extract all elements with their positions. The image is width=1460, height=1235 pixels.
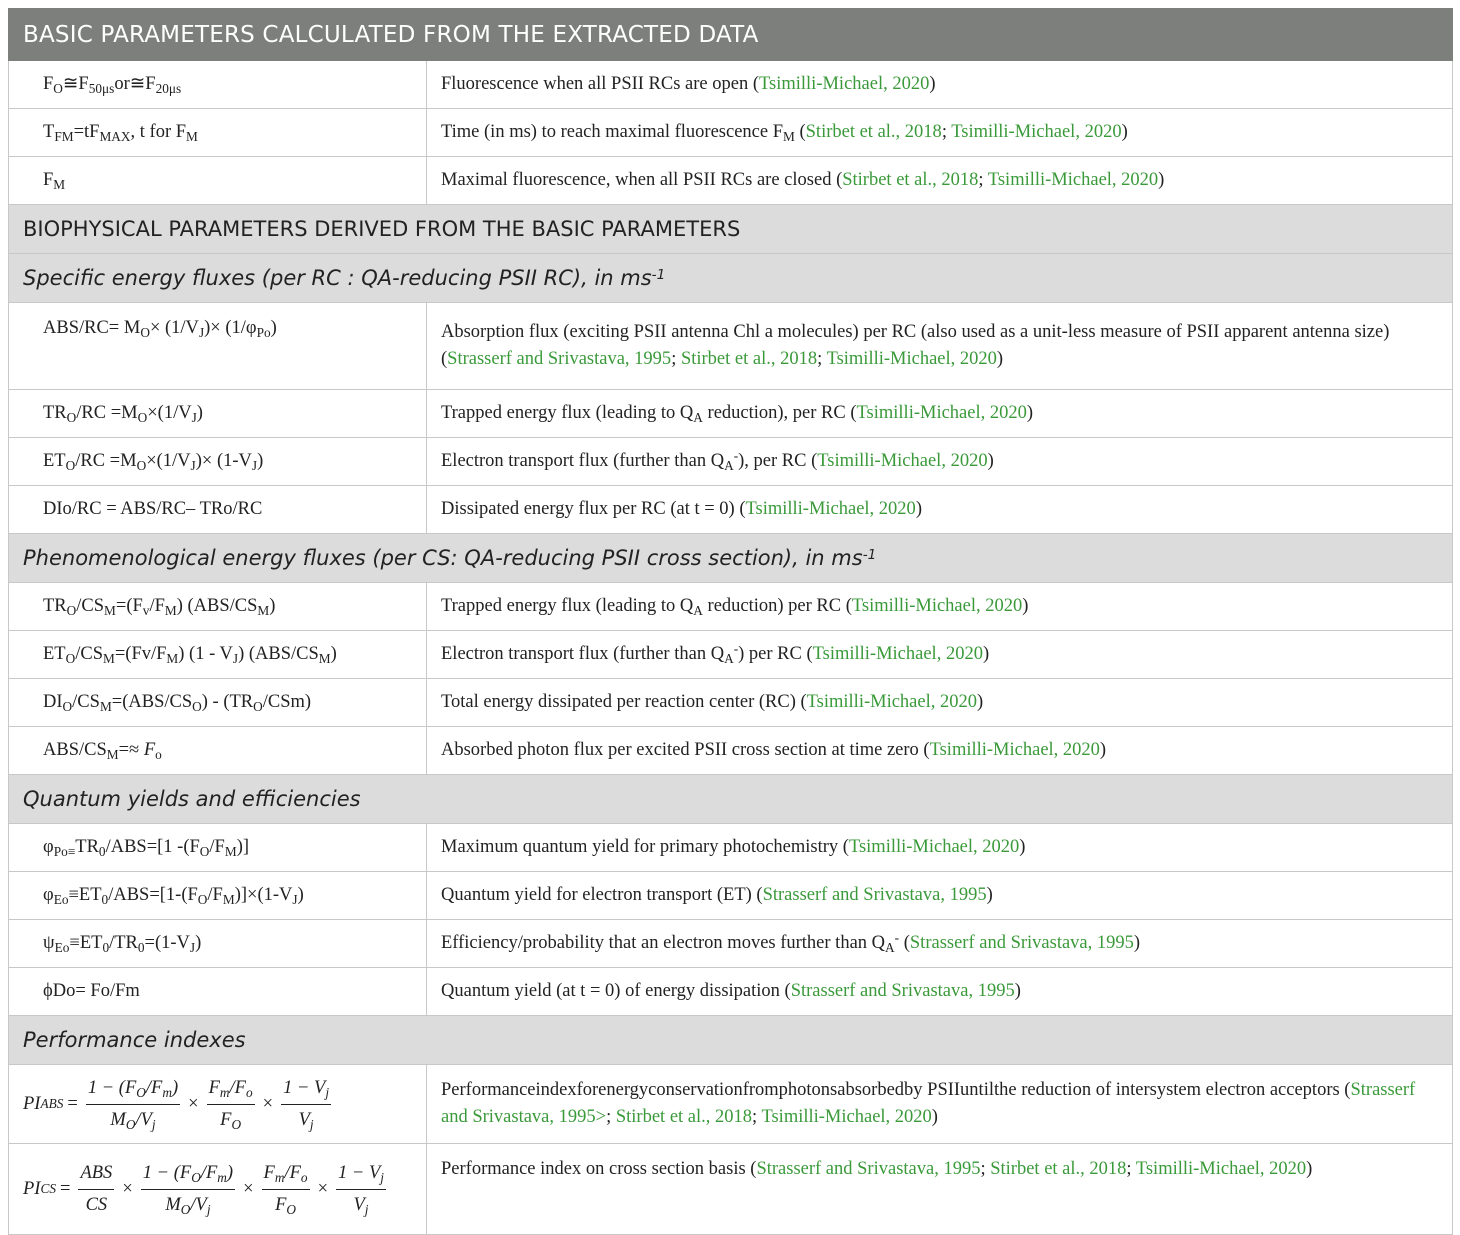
param-description: Maximal fluorescence, when all PSII RCs are closed (Stirbet et al., 2018; Tsimilli-Michael, 2020) (427, 157, 1453, 205)
citation-link[interactable]: Strasserf and Srivastava, 1995 (447, 349, 672, 369)
param-formula: $ET_O/RC =M_O\times(1/V_J)\times (1-V_J)$ (9, 438, 427, 486)
param-description: Efficiency/probability that an electron moves further than $Q_A^-$ (Strasserf and Srivastava, 1995) (427, 920, 1453, 968)
section-header-row (9, 205, 1453, 254)
table-row (9, 968, 1453, 1016)
table-row (9, 727, 1453, 775)
table-header: BASIC PARAMETERS CALCULATED FROM THE EXTRACTED DATA (9, 9, 1453, 61)
citation-link[interactable]: Tsimilli-Michael, 2020 (851, 596, 1023, 616)
param-description: Fluorescence when all PSII RCs are open (Tsimilli-Michael, 2020) (427, 61, 1453, 109)
table-row (9, 303, 1453, 390)
citation-link[interactable]: Strasserf and Srivastava, 1995> (441, 1080, 1416, 1127)
param-formula: ϕDo= Fo/Fm (9, 968, 427, 1016)
table-row (9, 679, 1453, 727)
table-row (9, 1144, 1453, 1235)
citation-link[interactable]: Stirbet et al., 2018 (842, 170, 979, 190)
table-row (9, 486, 1453, 534)
parameters-table (8, 8, 1453, 1235)
table-row (9, 438, 1453, 486)
param-formula: $DI_O/CS_M=(ABS/CS_O) - (TR_O/CSm)$ (9, 679, 427, 727)
param-formula (9, 1144, 427, 1235)
param-formula: $T_{FM}=tF_{MAX}$, t for $F_M$ (9, 109, 427, 157)
table-header-row (9, 9, 1453, 61)
table-row (9, 872, 1453, 920)
param-formula: $\varphi_{Eo}\equiv ET_0/ABS=[1-(F_O/F_M)]\times(1-V_J)$ (9, 872, 427, 920)
citation-link[interactable]: Tsimilli-Michael, 2020 (951, 122, 1122, 142)
table-row (9, 1065, 1453, 1144)
param-description: Trapped energy flux (leading to $Q_A$ reduction) per RC (Tsimilli-Michael, 2020) (427, 583, 1453, 631)
param-formula: $TR_O/CS_M=(F_v/F_M)$ $(ABS/CS_M)$ (9, 583, 427, 631)
citation-link[interactable]: Tsimilli-Michael, 2020 (826, 349, 997, 369)
section-biophysical: BIOPHYSICAL PARAMETERS DERIVED FROM THE BASIC PARAMETERS (9, 205, 1453, 254)
param-description: Maximum quantum yield for primary photochemistry (Tsimilli-Michael, 2020) (427, 824, 1453, 872)
param-description: Electron transport flux (further than $Q_A^-$) per RC (Tsimilli-Michael, 2020) (427, 631, 1453, 679)
param-formula: $F_O≅F_{50\mu s}or≅F_{20\mu s}$ (9, 61, 427, 109)
citation-link[interactable]: Tsimilli-Michael, 2020 (812, 644, 983, 664)
citation-link[interactable]: Tsimilli-Michael, 2020 (848, 837, 1020, 857)
citation-link[interactable]: Tsimilli-Michael, 2020 (929, 740, 1100, 760)
param-formula: $TR_O/RC =M_O\times(1/V_J)$ (9, 390, 427, 438)
table-row (9, 390, 1453, 438)
citation-link[interactable]: Strasserf and Srivastava, 1995 (909, 933, 1134, 953)
param-description: Electron transport flux (further than $Q_A^-$), per RC (Tsimilli-Michael, 2020) (427, 438, 1453, 486)
section-quantum-yields: Quantum yields and efficiencies (9, 775, 1453, 824)
section-performance-indexes: Performance indexes (9, 1016, 1453, 1065)
param-formula: $\psi_{Eo}\equiv ET_0/TR_0=(1-V_J)$ (9, 920, 427, 968)
section-header-row (9, 1016, 1453, 1065)
section-header-row (9, 775, 1453, 824)
param-description: Trapped energy flux (leading to $Q_A$ reduction), per RC (Tsimilli-Michael, 2020) (427, 390, 1453, 438)
param-formula: DIo/RC = ABS/RC– TRo/RC (9, 486, 427, 534)
table-row (9, 631, 1453, 679)
citation-link[interactable]: Tsimilli-Michael, 2020 (761, 1107, 932, 1127)
table-row (9, 109, 1453, 157)
pi-cs-equation: PI CS = ABS CS × $\frac{1 - (F_O/F_m)}{M_O/V_j}$ × $\frac{F_m/F_o}{F_O}$ × $\frac{1 - V_j}{V_j}$ (9, 1160, 390, 1219)
param-description: Total energy dissipated per reaction center (RC) (Tsimilli-Michael, 2020) (427, 679, 1453, 727)
citation-link[interactable]: Tsimilli-Michael, 2020 (856, 403, 1027, 423)
param-description: Quantum yield (at t = 0) of energy dissipation (Strasserf and Srivastava, 1995) (427, 968, 1453, 1016)
table-row (9, 920, 1453, 968)
param-description: Performance index on cross section basis (Strasserf and Srivastava, 1995; Stirbet et al., 2018; Tsimilli-Michael, 2020) (427, 1144, 1453, 1235)
citation-link[interactable]: Strasserf and Srivastava, 1995 (762, 885, 987, 905)
param-formula (9, 1065, 427, 1144)
section-phenomenological-fluxes: Phenomenological energy fluxes (per CS: QA-reducing PSII cross section), in $ms^{-1}$ (9, 534, 1453, 583)
section-header-row (9, 254, 1453, 303)
param-description: Absorption flux (exciting PSII antenna Chl a molecules) per RC (also used as a unit-less measure of PSII apparent antenna size) (Strasserf and Srivastava, 1995; Stirbet et al., 2018; Tsimilli-Michael, 2020) (427, 303, 1453, 390)
citation-link[interactable]: Strasserf and Srivastava, 1995 (756, 1159, 981, 1179)
section-header-row (9, 534, 1453, 583)
table-row (9, 61, 1453, 109)
param-description: Dissipated energy flux per RC (at t = 0) (Tsimilli-Michael, 2020) (427, 486, 1453, 534)
param-formula: $F_M$ (9, 157, 427, 205)
table-row (9, 583, 1453, 631)
param-description: Quantum yield for electron transport (ET) (Strasserf and Srivastava, 1995) (427, 872, 1453, 920)
citation-link[interactable]: Stirbet et al., 2018 (680, 349, 818, 369)
param-description: Absorbed photon flux per excited PSII cross section at time zero (Tsimilli-Michael, 2020) (427, 727, 1453, 775)
citation-link[interactable]: Strasserf and Srivastava, 1995 (790, 981, 1015, 1001)
citation-link[interactable]: Tsimilli-Michael, 2020 (759, 74, 930, 94)
section-specific-fluxes: Specific energy fluxes (per RC : QA-reducing PSII RC), in $ms^{-1}$ (9, 254, 1453, 303)
parameters-table-container (8, 8, 1452, 1235)
param-description: Performanceindexforenergyconservationfromphotonsabsorbedby PSIIuntilthe reduction of intersystem electron acceptors (Strasserf and Srivastava, 1995>; Stirbet et al., 2018; Tsimilli-Michael, 2020) (427, 1065, 1453, 1144)
citation-link[interactable]: Stirbet et al., 2018 (990, 1159, 1127, 1179)
param-formula: $ET_O/CS_M=(Fv/F_M)$ $(1 - V_J)$ $(ABS/CS_M)$ (9, 631, 427, 679)
param-formula: $ABS/RC= M_O\times (1/V_J)\times (1/\varphi_{Po})$ (9, 303, 427, 390)
param-description: Time (in ms) to reach maximal fluorescence $F_M$ (Stirbet et al., 2018; Tsimilli-Michael, 2020) (427, 109, 1453, 157)
citation-link[interactable]: Tsimilli-Michael, 2020 (817, 451, 988, 471)
citation-link[interactable]: Tsimilli-Michael, 2020 (987, 170, 1159, 190)
citation-link[interactable]: Stirbet et al., 2018 (805, 122, 942, 142)
param-formula: ABS/$CS_M=\approx F_o$ (9, 727, 427, 775)
citation-link[interactable]: Stirbet et al., 2018 (615, 1107, 753, 1127)
table-row (9, 157, 1453, 205)
citation-link[interactable]: Tsimilli-Michael, 2020 (745, 499, 916, 519)
param-formula: $\varphi_{Po\equiv}TR_0/ABS=[1$ $-(F_O/F_M)$] (9, 824, 427, 872)
table-row (9, 824, 1453, 872)
citation-link[interactable]: Tsimilli-Michael, 2020 (806, 692, 977, 712)
pi-abs-equation: PI ABS = $\frac{1 - (F_O/F_m)}{M_O/V_j}$ × $\frac{F_m/F_o}{F_O}$ × $\frac{1 - V_j}{V_j}$ (9, 1075, 335, 1134)
citation-link[interactable]: Tsimilli-Michael, 2020 (1135, 1159, 1307, 1179)
